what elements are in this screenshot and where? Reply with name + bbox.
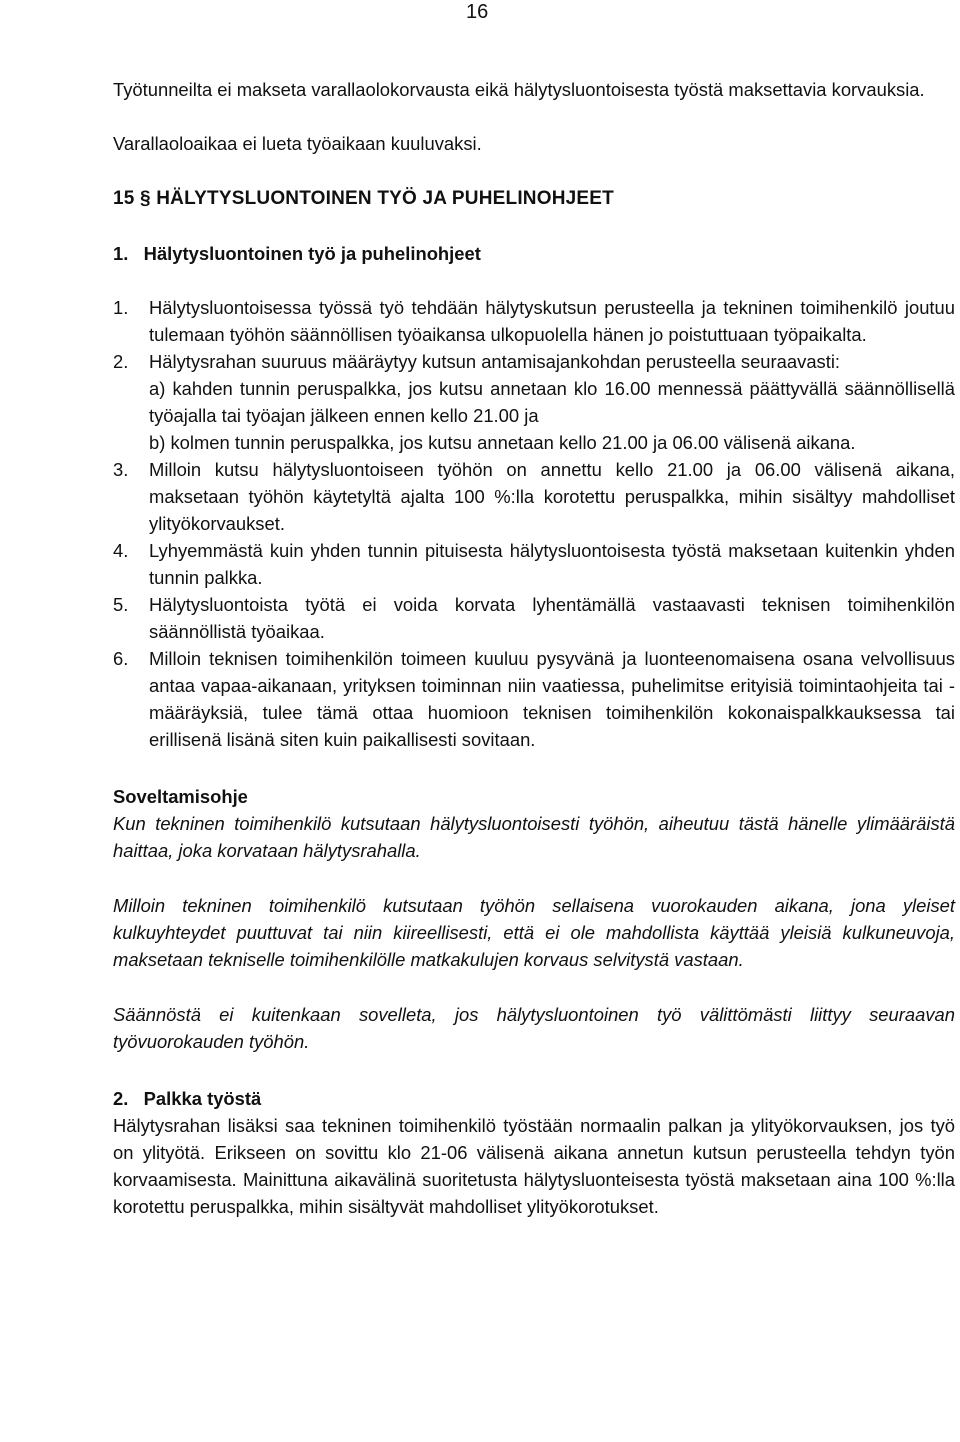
numbered-list	[113, 294, 955, 753]
pay-heading: 2. Palkka työstä	[113, 1088, 262, 1109]
list-item-text: Hälytysrahan suuruus määräytyy kutsun antamisajankohdan perusteella seuraavasti:	[149, 351, 841, 372]
list-item	[113, 348, 955, 456]
list-item	[113, 645, 955, 753]
list-item-number: 3.	[113, 459, 129, 480]
list-item-sub-a: a) kahden tunnin peruspalkka, jos kutsu annetaan klo 16.00 mennessä päättyvällä säännöllisellä työajalla tai työajan jälkeen ennen kello 21.00 ja	[149, 378, 955, 426]
guidance-heading: Soveltamisohje	[113, 786, 248, 807]
list-item-sub-b: b) kolmen tunnin peruspalkka, jos kutsu annetaan kello 21.00 ja 06.00 välisenä aikana.	[149, 432, 856, 453]
guidance-paragraph-1: Kun tekninen toimihenkilö kutsutaan hälytysluontoisesti työhön, aiheutuu tästä hänelle ylimääräistä haittaa, joka korvataan hälytysrahalla.	[113, 813, 955, 861]
list-item-number: 6.	[113, 648, 129, 669]
list-item	[113, 294, 955, 348]
guidance-paragraph-3: Säännöstä ei kuitenkaan sovelleta, jos hälytysluontoinen työ välittömästi liittyy seuraavan työvuorokauden työhön.	[113, 1004, 955, 1052]
intro-paragraph-1: Työtunneilta ei makseta varallaolokorvausta eikä hälytysluontoisesta työstä maksettavia korvauksia.	[113, 79, 925, 100]
page-content	[113, 76, 955, 1220]
list-item-number: 5.	[113, 594, 129, 615]
list-item-text: Hälytysluontoisessa työssä työ tehdään hälytyskutsun perusteella ja tekninen toimihenkilö joutuu tulemaan työhön säännöllisen työaikansa ulkopuolella hänen jo poistuttuaan työpaikalta.	[149, 297, 955, 345]
list-item-text: Milloin teknisen toimihenkilön toimeen kuuluu pysyvänä ja luonteenomaisena osana velvollisuus antaa vapaa-aikanaan, yrityksen toiminnan niin vaatiessa, puhelimitse erityisiä toimintaohjeita tai -määräyksiä, tulee tämä ottaa huomioon teknisen toimihenkilön kokonaispalkkauksessa tai erillisenä lisänä siten kuin paikallisesti sovitaan.	[149, 648, 955, 750]
list-item	[113, 456, 955, 537]
intro-paragraph-2: Varallaoloaikaa ei lueta työaikaan kuuluvaksi.	[113, 133, 482, 154]
list-item-text: Hälytysluontoista työtä ei voida korvata lyhentämällä vastaavasti teknisen toimihenkilön säännöllistä työaikaa.	[149, 594, 955, 642]
guidance-block	[113, 810, 955, 1055]
list-item-text: Lyhyemmästä kuin yhden tunnin pituisesta hälytysluontoisesta työstä maksetaan kuitenkin yhden tunnin palkka.	[149, 540, 955, 588]
page-number: 16	[466, 1, 489, 23]
section-heading: 15 § HÄLYTYSLUONTOINEN TYÖ JA PUHELINOHJEET	[113, 188, 614, 209]
guidance-paragraph-2: Milloin tekninen toimihenkilö kutsutaan työhön sellaisena vuorokauden aikana, jona yleiset kulkuyhteydet puuttuvat tai niin kiireellisesti, että ei ole mahdollista käyttää yleisiä kulkuneuvoja, maksetaan tekniselle toimihenkilölle matkakulujen korvaus selvitystä vastaan.	[113, 895, 955, 970]
list-item-number: 2.	[113, 351, 129, 372]
list-item	[113, 591, 955, 645]
list-item-text: Milloin kutsu hälytysluontoiseen työhön on annettu kello 21.00 ja 06.00 välisenä aikana, maksetaan työhön käytetyltä ajalta 100 %:lla korotettu peruspalkka, mihin sisältyy mahdolliset ylityökorvaukset.	[149, 459, 955, 534]
list-item	[113, 537, 955, 591]
list-item-number: 4.	[113, 540, 129, 561]
subsection-heading-1: 1. Hälytysluontoinen työ ja puhelinohjeet	[113, 243, 481, 264]
list-item-number: 1.	[113, 297, 129, 318]
pay-paragraph: Hälytysrahan lisäksi saa tekninen toimihenkilö työstään normaalin palkan ja ylityökorvauksen, jos työ on ylityötä. Erikseen on sovittu klo 21-06 välisenä aikana annetun kutsun perusteella tehdyn työn korvaamisesta. Mainittuna aikavälinä suoritetusta hälytysluonteisesta työstä maksetaan aina 100 %:lla korotettu peruspalkka, mihin sisältyvät mahdolliset ylityökorotukset.	[113, 1115, 955, 1217]
